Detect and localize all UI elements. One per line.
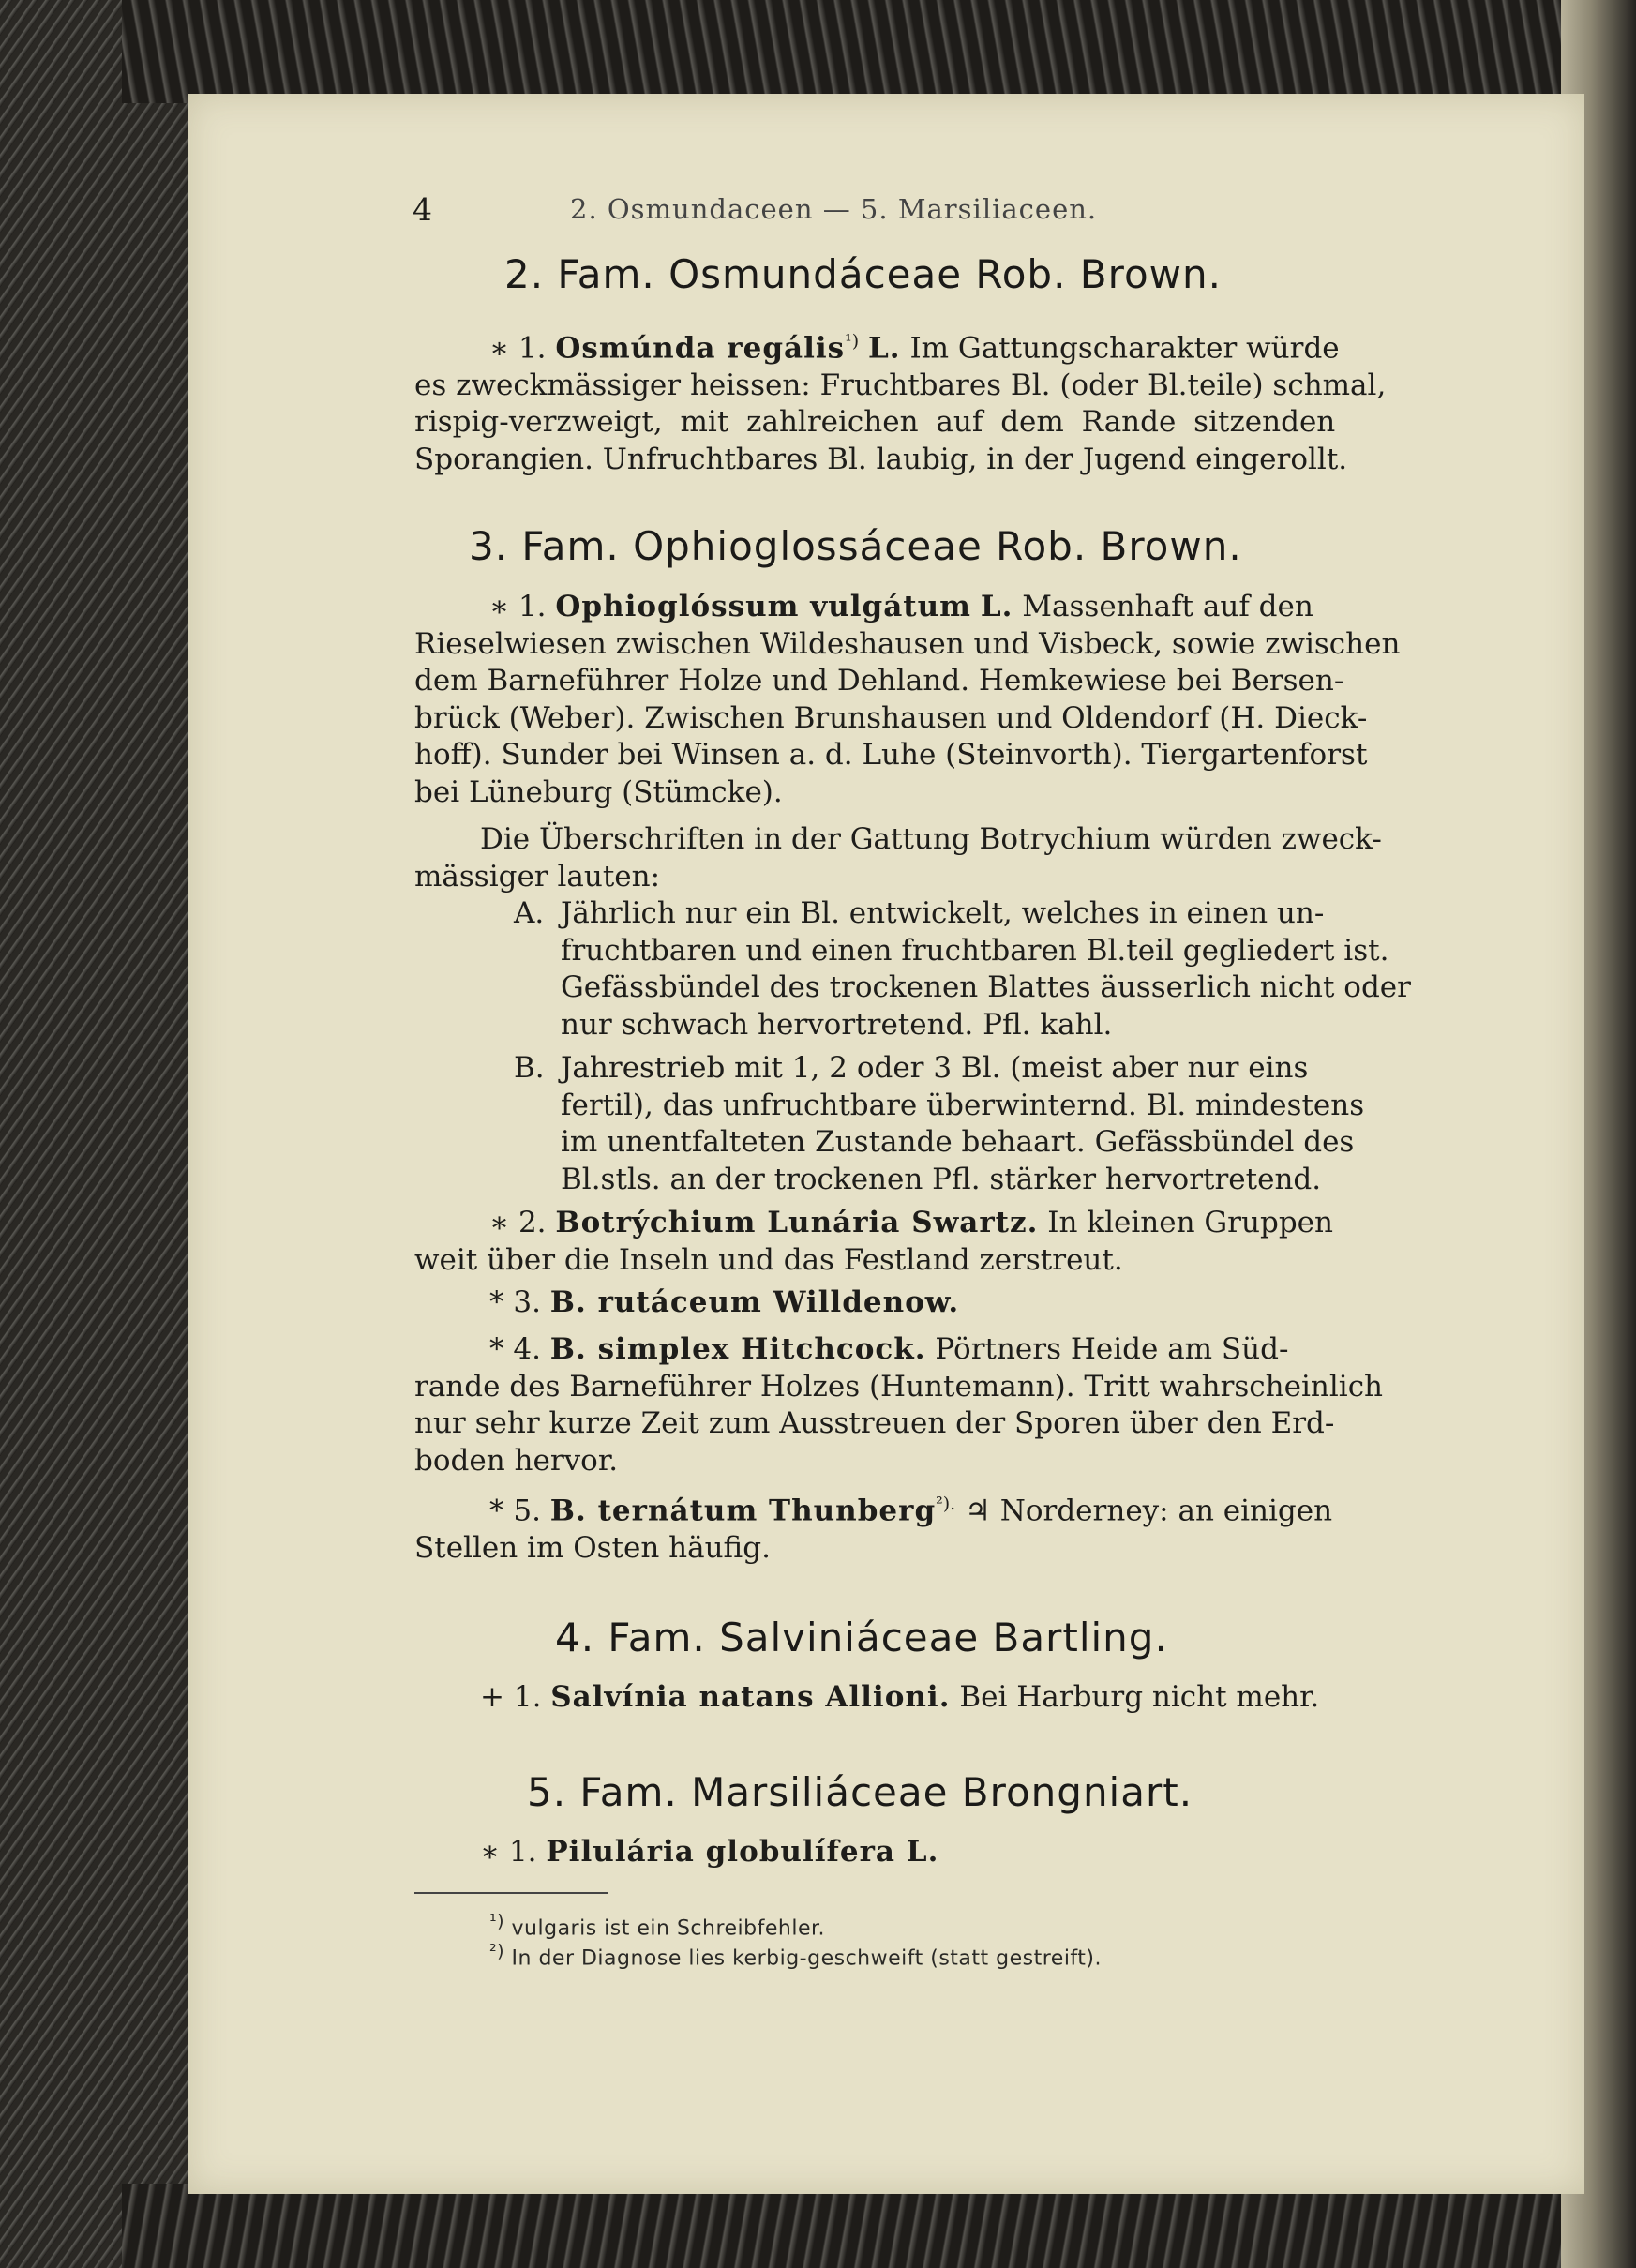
entry-pilularia: ∗ 1. Pilulária globulífera L.	[480, 1835, 939, 1869]
entry-salvinia: + 1. Salvínia natans Allioni. Bei Harburg nicht mehr.	[480, 1680, 1320, 1714]
family-heading-osmundaceae: 2. Fam. Osmundáceae Rob. Brown.	[504, 251, 1222, 297]
perennial-symbol: ♃	[965, 1494, 991, 1528]
entry-osmunda: ∗ 1. Osmúnda regális$^{^1)}$ L. Im Gattungscharakter würde es zweckmässiger heissen: Fruchtbares Bl. (oder Bl.teile) schmal, rispig-verzweigt, mit zahlreichen auf dem Rande sitzenden Sporangien. Unfruchtbares Bl. laubig, in der Jugend eingerollt.	[414, 331, 1387, 476]
footnote-2: $^{^2)}$ In der Diagnose lies kerbig-geschweift (statt gestreift).	[489, 1941, 1102, 1971]
footnote-1: $^{^1)}$ vulgaris ist ein Schreibfehler.	[489, 1911, 826, 1941]
running-title: 2. Osmundaceen — 5. Marsiliaceen.	[570, 193, 1098, 225]
entry-ophioglossum: ∗ 1. Ophioglóssum vulgátum L. Massenhaft auf den Rieselwiesen zwischen Wildeshausen und Visbeck, sowie zwischen dem Barneführer Holze und Dehland. Hemkewiese bei Bersen- brück (Weber). Zwischen Brunshausen und Oldendorf (H. Dieck- hoff). Sunder bei Winsen a. d. Luhe (Steinvorth). Tiergartenforst bei Lüneburg (Stümcke).	[414, 590, 1401, 809]
entry-botrychium-lunaria: ∗ 2. Botrýchium Lunária Swartz. In kleinen Gruppen weit über die Inseln und das Festland zerstreut.	[414, 1206, 1333, 1277]
family-heading-marsiliaceae: 5. Fam. Marsiliáceae Brongniart.	[527, 1769, 1193, 1815]
family-heading-ophioglossaceae: 3. Fam. Ophioglossáceae Rob. Brown.	[469, 523, 1242, 569]
page-text: 4 2. Osmundaceen — 5. Marsiliaceen. 2. Fam. Osmundáceae Rob. Brown. ∗ 1. Osmúnda regális$^{^1)}$ L. Im Gattungscharakter würde es zweckmässiger heissen: Fruchtbares Bl. (oder Bl.teile) schmal, rispig-verzweigt, mit zahlreichen auf dem Rande sitzenden Sporangien. Unfruchtbares Bl. laubig, in der Jugend eingerollt. 3. Fam. Ophioglossáceae Rob. Brown. ∗ 1. Ophioglóssum vulgátum L. Massenhaft auf den Rieselwiesen zwischen Wildeshausen und Visbeck, sowie zwischen dem Barneführer Holze und Dehland. Hemkewiese bei Bersen- brück (Weber). Zwischen Brunshausen und Oldendorf (H. Dieck- hoff). Sunder bei Winsen a. d. Luhe (Steinvorth). Tiergartenforst bei Lüneburg (Stümcke). Die Überschriften in der Gattung Botrychium würden zweck- mässiger lauten: A. Jährlich nur ein Bl. entwickelt, welches in einen un- fruchtbaren und einen fruchtbaren Bl.teil gegliedert ist. Gefässbündel des trockenen Blattes äusserlich nicht oder nur schwach hervortretend. Pfl. kahl. B. Jahrestrieb mit 1, 2 oder 3 Bl. (meist aber nur eins fertil), das unfruchtbare überwinternd. Bl. mindestens im unentfalteten Zustande behaart. Gefässbündel des Bl.stls. an der trockenen Pfl. stärker hervortretend. ∗ 2. Botrýchium Lunária Swartz. In kleinen Gruppen weit über die Inseln und das Festland zerstreut. * 3. B. rutáceum Willdenow. * 4. B. simplex Hitchcock. Pörtners Heide am Süd- rande des Barneführer Holzes (Huntemann). Tritt wahrscheinlich nur sehr kurze Zeit zum Ausstreuen der Sporen über den Erd- boden hervor. * 5. B. ternátum Thunberg$^{^2).}$ ♃ Norderney: an einigen Stellen im Osten häufig. 4. Fam. Salviniáceae Bartling. + 1. Salvínia natans Allioni. Bei Harburg nicht mehr. 5. Fam. Marsiliáceae Brongniart. ∗ 1. Pilulária globulífera L. $^{^1)}$ vulgaris ist ein Schreibfehler. $^{^2)}$ In der Diagnose lies kerbig-geschweift (statt gestreift).	[413, 191, 1411, 1971]
entry-botrychium-rutaceum: * 3. B. rutáceum Willdenow.	[489, 1285, 960, 1319]
botrychium-intro: Die Überschriften in der Gattung Botrychium würden zweck- mässiger lauten:	[414, 822, 1382, 894]
family-heading-salviniaceae: 4. Fam. Salviniáceae Bartling.	[555, 1615, 1168, 1660]
entry-botrychium-simplex: * 4. B. simplex Hitchcock. Pörtners Heide am Süd- rande des Barneführer Holzes (Huntemann). Tritt wahrscheinlich nur sehr kurze Zeit zum Ausstreuen der Sporen über den Erd- boden hervor.	[414, 1332, 1384, 1478]
entry-botrychium-ternatum: * 5. B. ternátum Thunberg$^{^2).}$ ♃ Norderney: an einigen Stellen im Osten häufig.	[414, 1494, 1333, 1565]
footnote-rule	[414, 1892, 608, 1894]
page-number: 4	[413, 191, 432, 228]
